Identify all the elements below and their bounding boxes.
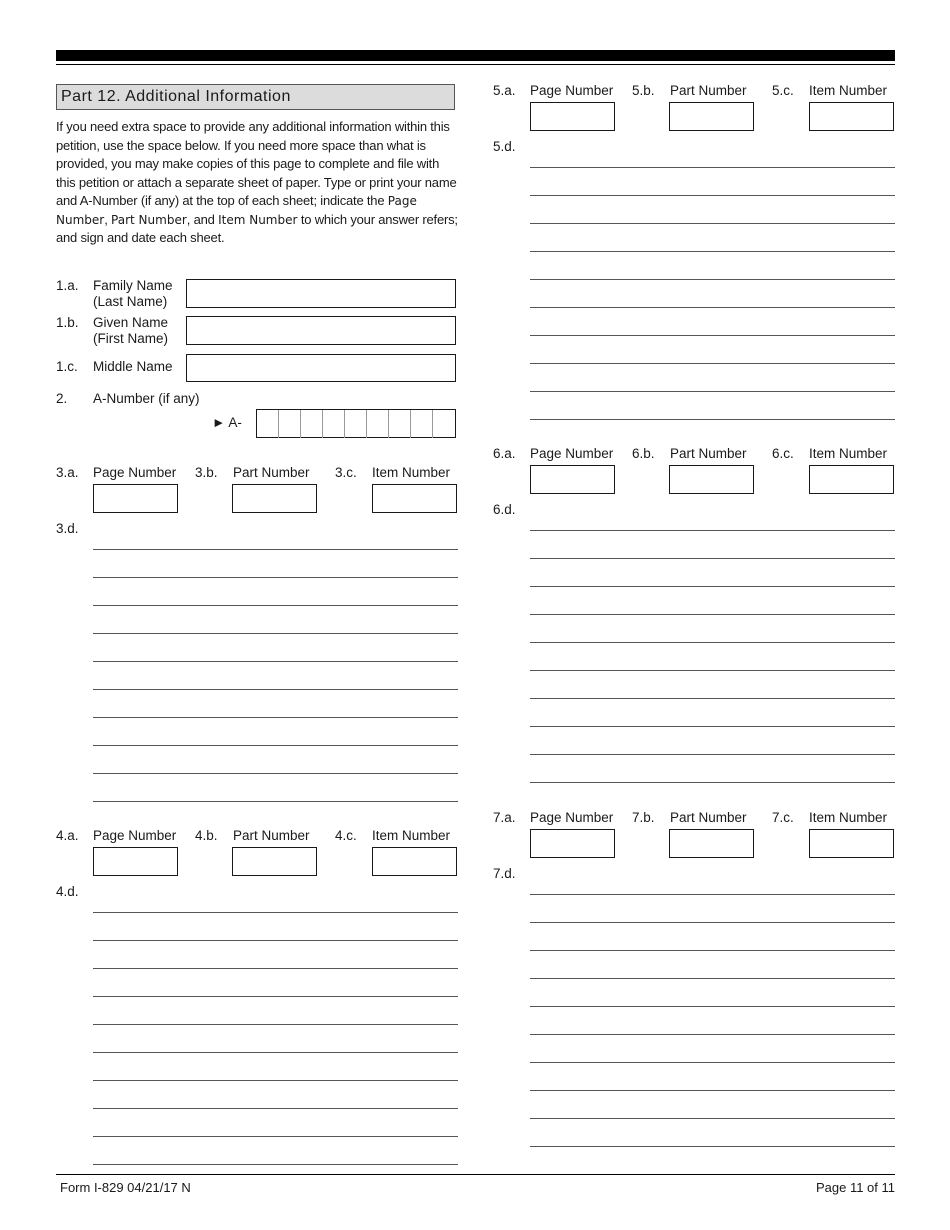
- answer-line[interactable]: [530, 670, 895, 671]
- page-number-item-label: 4.a.: [56, 828, 79, 843]
- item-number-label: Item Number: [372, 828, 451, 843]
- family-name-label-line2: (Last Name): [93, 293, 168, 309]
- a-number-digit-cell[interactable]: [323, 410, 345, 438]
- answer-line[interactable]: [530, 167, 895, 168]
- instructions-text: , and: [186, 211, 219, 227]
- answer-line[interactable]: [530, 363, 895, 364]
- given-name-input[interactable]: [186, 316, 456, 345]
- answer-line[interactable]: [93, 661, 458, 662]
- answer-line[interactable]: [93, 605, 458, 606]
- family-name-input[interactable]: [186, 279, 456, 308]
- instructions-text: to which your answer refers; and sign and date each sheet.: [56, 211, 458, 245]
- answer-line[interactable]: [530, 922, 895, 923]
- answer-line[interactable]: [93, 745, 458, 746]
- a-number-input[interactable]: [256, 409, 456, 438]
- a-number-digit-cell[interactable]: [301, 410, 323, 438]
- answer-line[interactable]: [93, 1052, 458, 1053]
- answer-line[interactable]: [93, 968, 458, 969]
- part-number-label: Part Number: [670, 83, 747, 98]
- answer-line[interactable]: [93, 801, 458, 802]
- answer-line[interactable]: [93, 549, 458, 550]
- part-number-input[interactable]: [232, 847, 317, 876]
- page-number-input[interactable]: [530, 102, 615, 131]
- answer-line[interactable]: [530, 279, 895, 280]
- part-title: Part 12. Additional Information: [56, 84, 455, 110]
- item-number-input[interactable]: [809, 465, 894, 494]
- given-name-label-line1: Given Name: [93, 315, 169, 330]
- instructions-text: If you need extra space to provide any additional information within this petition, use the space below. If you need more space than what is provided, you may make copies of this page to complete and file with this petition or attach a separate sheet of paper. Type or print your name and A-Number (if any) at the top of each sheet; indicate the: [56, 119, 457, 208]
- a-number-digit-cell[interactable]: [389, 410, 411, 438]
- term-item-number: Item Number: [218, 212, 298, 227]
- answer-line[interactable]: [93, 717, 458, 718]
- answer-line[interactable]: [530, 978, 895, 979]
- item-number-label: Item Number: [809, 446, 888, 461]
- answer-line[interactable]: [530, 251, 895, 252]
- part-number-item-label: 7.b.: [632, 810, 655, 825]
- answer-line[interactable]: [530, 1062, 895, 1063]
- part-number-input[interactable]: [232, 484, 317, 513]
- item-number-item-label: 7.c.: [772, 810, 794, 825]
- item-number-label: Item Number: [372, 465, 451, 480]
- additional-info-item-label: 3.d.: [56, 521, 79, 536]
- additional-info-item-label: 6.d.: [493, 502, 516, 517]
- given-name-label: [93, 315, 168, 346]
- answer-line[interactable]: [93, 689, 458, 690]
- part-number-label: Part Number: [233, 828, 310, 843]
- additional-info-item-label: 7.d.: [493, 866, 516, 881]
- instructions-text: ,: [104, 211, 112, 227]
- part-number-label: Part Number: [670, 446, 747, 461]
- item-number-label: Item Number: [809, 810, 888, 825]
- item-number-1c: 1.c.: [56, 359, 78, 374]
- answer-line[interactable]: [530, 1034, 895, 1035]
- item-number-item-label: 3.c.: [335, 465, 357, 480]
- part-number-input[interactable]: [669, 102, 754, 131]
- answer-line[interactable]: [530, 1006, 895, 1007]
- a-number-prefix: ► A-: [212, 415, 242, 430]
- given-name-label-line2: (First Name): [93, 330, 168, 346]
- answer-line[interactable]: [93, 1024, 458, 1025]
- answer-line[interactable]: [530, 754, 895, 755]
- part-number-item-label: 4.b.: [195, 828, 218, 843]
- answer-line[interactable]: [530, 1118, 895, 1119]
- part-number-item-label: 6.b.: [632, 446, 655, 461]
- item-number-2: 2.: [56, 391, 68, 406]
- page-indicator: Page 11 of 11: [815, 1180, 895, 1195]
- item-number-input[interactable]: [809, 102, 894, 131]
- answer-line[interactable]: [93, 773, 458, 774]
- answer-line[interactable]: [530, 894, 895, 895]
- family-name-label: [93, 278, 173, 309]
- answer-line[interactable]: [530, 419, 895, 420]
- answer-line[interactable]: [530, 530, 895, 531]
- answer-line[interactable]: [93, 1108, 458, 1109]
- a-number-digit-cell[interactable]: [279, 410, 301, 438]
- item-number-input[interactable]: [372, 484, 457, 513]
- page-number-label: Page Number: [530, 446, 614, 461]
- a-number-digit-cell[interactable]: [345, 410, 367, 438]
- page-number-input[interactable]: [93, 484, 178, 513]
- top-rule: [56, 50, 895, 61]
- family-name-label-line1: Family Name: [93, 278, 173, 293]
- answer-line[interactable]: [530, 391, 895, 392]
- middle-name-label: Middle Name: [93, 359, 173, 374]
- answer-line[interactable]: [530, 335, 895, 336]
- page-number-item-label: 7.a.: [493, 810, 516, 825]
- answer-line[interactable]: [530, 558, 895, 559]
- answer-line[interactable]: [93, 912, 458, 913]
- answer-line[interactable]: [530, 950, 895, 951]
- footer-rule: [56, 1174, 895, 1175]
- answer-line[interactable]: [530, 614, 895, 615]
- item-number-item-label: 6.c.: [772, 446, 794, 461]
- answer-line[interactable]: [93, 633, 458, 634]
- answer-line[interactable]: [93, 1164, 458, 1165]
- page-number-label: Page Number: [93, 465, 177, 480]
- item-number-1a: 1.a.: [56, 278, 79, 293]
- additional-info-item-label: 5.d.: [493, 139, 516, 154]
- a-number-digit-cell[interactable]: [433, 410, 455, 438]
- page-number-item-label: 6.a.: [493, 446, 516, 461]
- answer-line[interactable]: [93, 577, 458, 578]
- answer-line[interactable]: [530, 1090, 895, 1091]
- page-number-label: Page Number: [530, 810, 614, 825]
- answer-line[interactable]: [93, 996, 458, 997]
- a-number-digit-cell[interactable]: [411, 410, 433, 438]
- middle-name-input[interactable]: [186, 354, 456, 382]
- answer-line[interactable]: [530, 642, 895, 643]
- answer-line[interactable]: [530, 223, 895, 224]
- item-number-input[interactable]: [809, 829, 894, 858]
- part-number-label: Part Number: [670, 810, 747, 825]
- answer-line[interactable]: [530, 195, 895, 196]
- answer-line[interactable]: [530, 726, 895, 727]
- page-number-item-label: 3.a.: [56, 465, 79, 480]
- form-id: Form I-829 04/21/17 N: [60, 1180, 191, 1195]
- top-rule-thin: [56, 64, 895, 65]
- item-number-item-label: 4.c.: [335, 828, 357, 843]
- answer-line[interactable]: [93, 1080, 458, 1081]
- part-number-item-label: 5.b.: [632, 83, 655, 98]
- answer-line[interactable]: [530, 586, 895, 587]
- page-number-label: Page Number: [530, 83, 614, 98]
- page-number-input[interactable]: [93, 847, 178, 876]
- term-part-number: Part Number: [111, 212, 187, 227]
- part-number-item-label: 3.b.: [195, 465, 218, 480]
- answer-line[interactable]: [530, 307, 895, 308]
- page-number-item-label: 5.a.: [493, 83, 516, 98]
- answer-line[interactable]: [530, 782, 895, 783]
- item-number-1b: 1.b.: [56, 315, 79, 330]
- term-page-number: Page Number: [56, 194, 417, 227]
- page-number-input[interactable]: [530, 465, 615, 494]
- part-number-input[interactable]: [669, 465, 754, 494]
- a-number-label: A-Number (if any): [93, 391, 200, 406]
- item-number-item-label: 5.c.: [772, 83, 794, 98]
- item-number-input[interactable]: [372, 847, 457, 876]
- part-number-input[interactable]: [669, 829, 754, 858]
- additional-info-item-label: 4.d.: [56, 884, 79, 899]
- page-number-label: Page Number: [93, 828, 177, 843]
- page-number-input[interactable]: [530, 829, 615, 858]
- answer-line[interactable]: [530, 1146, 895, 1147]
- part-number-label: Part Number: [233, 465, 310, 480]
- answer-line[interactable]: [93, 1136, 458, 1137]
- instructions: [56, 118, 460, 248]
- item-number-label: Item Number: [809, 83, 888, 98]
- answer-line[interactable]: [93, 940, 458, 941]
- answer-line[interactable]: [530, 698, 895, 699]
- a-number-digit-cell[interactable]: [367, 410, 389, 438]
- a-number-digit-cell[interactable]: [257, 410, 279, 438]
